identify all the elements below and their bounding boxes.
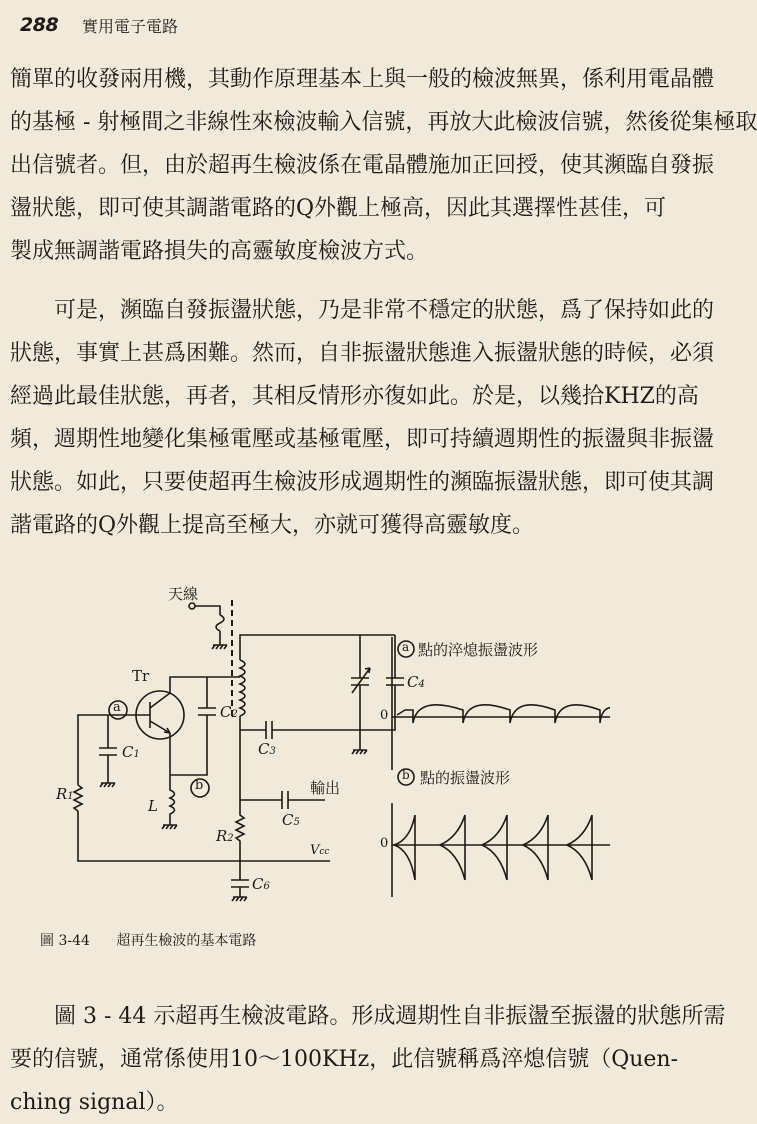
text-line: 圖 3 - 44 示超再生檢波電路。形成週期性自非振盪至振盪的狀態所需 (54, 1004, 726, 1029)
r2-text: R (216, 827, 228, 845)
point-a-label: a (113, 700, 121, 715)
vcc-sub: cc (319, 847, 330, 857)
r2-label (216, 827, 234, 845)
text-line: 可是，瀕臨自發振盪狀態，乃是非常不穩定的狀態，爲了保持如此的 (54, 298, 715, 323)
text-line: 狀態，事實上甚爲困難。然而，自非振盪狀態進入振盪狀態的時候，必須 (10, 341, 715, 366)
transistor-label: Tr (132, 667, 150, 685)
paragraph-2 (10, 289, 750, 547)
c6-text: C (252, 875, 264, 893)
inductor-label: L (148, 797, 158, 815)
paragraph-1 (10, 58, 757, 273)
vcc-text: V (310, 843, 320, 858)
point-b-label: b (195, 778, 204, 793)
figure-3-44 (56, 575, 610, 905)
waveform-b-zero: 0 (380, 836, 389, 851)
text-line: ching signal）。 (10, 1090, 179, 1115)
running-head: 實用電子電路 (82, 17, 179, 36)
c5-text: C (282, 811, 294, 829)
waveform-a-zero: 0 (380, 708, 389, 723)
text-line: 的基極 - 射極間之非線性來檢波輸入信號，再放大此檢波信號，然後從集極取 (10, 110, 757, 135)
r1-sub: 1 (67, 791, 74, 802)
caption-number: 圖 3-44 (40, 933, 90, 949)
text-line: 要的信號，通常係使用10～100KHz，此信號稱爲淬熄信號（Quen- (10, 1047, 679, 1072)
text-line: 出信號者。但，由於超再生檢波係在電晶體施加正回授，使其瀕臨自發振 (10, 153, 715, 178)
output-label: 輸出 (310, 779, 341, 797)
c2-label (220, 703, 238, 721)
c3-sub: 3 (269, 746, 276, 757)
c4-label (407, 673, 425, 691)
c4-sub: 4 (418, 679, 425, 690)
text-line: 經過此最佳狀態，再者，其相反情形亦復如此。於是，以幾拾KHZ的高 (10, 384, 699, 409)
text-line: 簡單的收發兩用機，其動作原理基本上與一般的檢波無異，係利用電晶體 (10, 67, 715, 92)
paragraph-3 (10, 995, 750, 1124)
c1-label (122, 743, 140, 761)
text-line: 狀態。如此，只要使超再生檢波形成週期性的瀕臨振盪狀態，即可使其調 (10, 470, 715, 495)
text-line: 頻，週期性地變化集極電壓或基極電壓，即可持續週期性的振盪與非振盪 (10, 427, 715, 452)
c3-label (258, 740, 276, 758)
caption-title: 超再生檢波的基本電路 (116, 933, 257, 949)
c6-label (252, 875, 270, 893)
c2-text: C (220, 703, 232, 721)
c1-sub: 1 (133, 749, 140, 760)
text-line: 製成無調諧電路損失的高靈敏度檢波方式。 (10, 239, 429, 264)
c6-sub: 6 (263, 881, 270, 892)
waveform-b-title: 點的振盪波形 (420, 769, 511, 787)
r2-sub: 2 (227, 833, 234, 844)
figure-caption (40, 930, 278, 950)
waveform-a-marker: a (402, 640, 410, 654)
c5-sub: 5 (293, 817, 300, 828)
c1-text: C (122, 743, 134, 761)
r1-text: R (56, 785, 68, 803)
vcc-label (310, 843, 329, 858)
antenna-label: 天線 (168, 585, 199, 603)
text-line: 諧電路的Q外觀上提高至極大，亦就可獲得高靈敏度。 (10, 513, 535, 538)
c5-label (282, 811, 300, 829)
text-line: 盪狀態，即可使其調諧電路的Q外觀上極高，因此其選擇性甚佳，可 (10, 196, 667, 221)
page-number: 288 (20, 14, 59, 36)
waveform-b-marker: b (402, 768, 410, 782)
waveform-a-title: 點的淬熄振盪波形 (418, 641, 539, 659)
r1-label (56, 785, 74, 803)
c2-sub: 2 (231, 709, 238, 720)
c3-text: C (258, 740, 270, 758)
circuit-diagram (70, 575, 610, 905)
c4-text: C (407, 673, 419, 691)
